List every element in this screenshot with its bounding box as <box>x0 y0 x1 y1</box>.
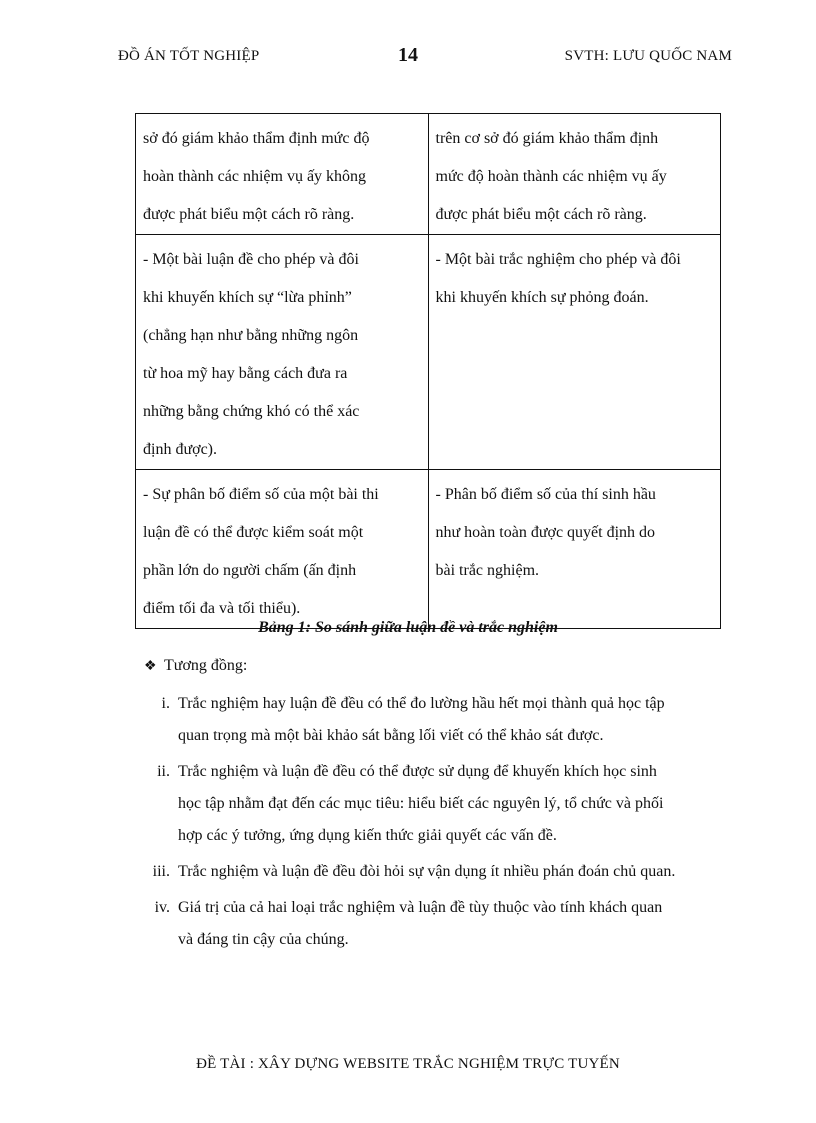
cell-line: trên cơ sở đó giám khảo thẩm định <box>435 130 659 147</box>
header-project-label: ĐỒ ÁN TỐT NGHIỆP <box>118 48 260 64</box>
cell-line: hoàn thành các nhiệm vụ ấy không <box>143 168 367 185</box>
cell-line: từ hoa mỹ hay bằng cách đưa ra <box>143 365 348 382</box>
list-item-line: Trắc nghiệm và luận đề đều có thể được sử dụng để khuyến khích học sinh <box>178 763 657 780</box>
header-student-name: SVTH: LƯU QUỐC NAM <box>564 48 732 64</box>
cell-line: mức độ hoàn thành các nhiệm vụ ấy <box>435 168 667 185</box>
cell-line: (chẳng hạn như bằng những ngôn <box>143 327 359 344</box>
cell-line: khi khuyến khích sự “lừa phỉnh” <box>143 289 352 306</box>
list-item <box>142 688 742 752</box>
cell-line: sở đó giám khảo thẩm định mức độ <box>143 130 370 147</box>
table-row <box>136 470 721 629</box>
diamond-bullet-icon: ❖ <box>144 659 157 674</box>
cell-line: những bằng chứng khó có thể xác <box>143 403 360 420</box>
cell-line: định được). <box>143 441 218 458</box>
cell-line: - Một bài trắc nghiệm cho phép và đôi <box>435 251 681 268</box>
page-number: 14 <box>398 44 418 66</box>
cell-line: luận đề có thể được kiểm soát một <box>143 524 364 541</box>
table-caption: Bảng 1: So sánh giữa luận đề và trắc nghiệm <box>258 619 558 636</box>
list-item-line: học tập nhằm đạt đến các mục tiêu: hiểu biết các nguyên lý, tổ chức và phối <box>178 795 664 812</box>
list-item-line: và đáng tin cậy của chúng. <box>178 931 349 948</box>
list-item-number: ii. <box>157 763 170 780</box>
comparison-table <box>135 113 721 629</box>
table-row <box>136 114 721 235</box>
cell-line: như hoàn toàn được quyết định do <box>435 524 656 541</box>
essay-cell <box>136 114 429 235</box>
similarities-list <box>142 688 742 960</box>
test-cell <box>428 235 721 470</box>
list-item-number: iv. <box>154 899 170 916</box>
essay-cell <box>136 470 429 629</box>
section-heading <box>144 655 247 678</box>
cell-line: - Phân bố điểm số của thí sinh hầu <box>435 486 656 503</box>
cell-line: - Sự phân bố điểm số của một bài thi <box>143 486 379 503</box>
list-item-number: i. <box>161 695 170 712</box>
list-item <box>142 892 742 956</box>
list-item <box>142 756 742 852</box>
list-item <box>142 856 742 888</box>
list-item-line: quan trọng mà một bài khảo sát bằng lối viết có thể khảo sát được. <box>178 727 604 744</box>
list-item-line: Trắc nghiệm hay luận đề đều có thể đo lường hầu hết mọi thành quả học tập <box>178 695 665 712</box>
test-cell <box>428 114 721 235</box>
page-header <box>0 44 816 68</box>
cell-line: khi khuyến khích sự phỏng đoán. <box>435 289 649 306</box>
cell-line: phần lớn do người chấm (ấn định <box>143 562 357 579</box>
cell-line: - Một bài luận đề cho phép và đôi <box>143 251 359 268</box>
list-item-line: Giá trị của cả hai loại trắc nghiệm và luận đề tùy thuộc vào tính khách quan <box>178 899 663 916</box>
cell-line: được phát biểu một cách rõ ràng. <box>143 206 355 223</box>
cell-line: điểm tối đa và tối thiểu). <box>143 600 301 617</box>
essay-cell <box>136 235 429 470</box>
table-row <box>136 235 721 470</box>
cell-line: bài trắc nghiệm. <box>435 562 540 579</box>
section-heading-text: Tương đồng: <box>164 657 248 674</box>
list-item-line: hợp các ý tưởng, ứng dụng kiến thức giải quyết các vấn đề. <box>178 827 557 844</box>
test-cell <box>428 470 721 629</box>
cell-line: được phát biểu một cách rõ ràng. <box>435 206 647 223</box>
list-item-number: iii. <box>152 863 170 880</box>
page-footer: ĐỀ TÀI : XÂY DỰNG WEBSITE TRẮC NGHIỆM TRỰC TUYẾN <box>196 1056 620 1072</box>
list-item-line: Trắc nghiệm và luận đề đều đòi hỏi sự vận dụng ít nhiều phán đoán chủ quan. <box>178 863 676 880</box>
